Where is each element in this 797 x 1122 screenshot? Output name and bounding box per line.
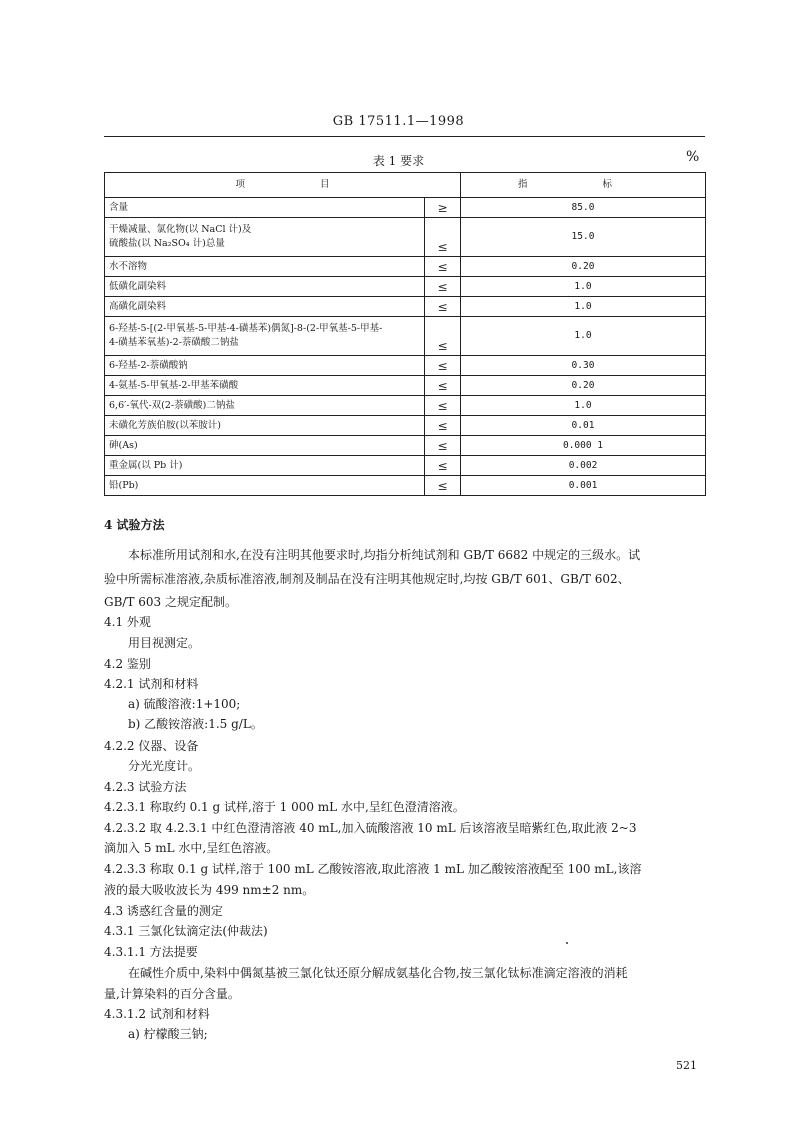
row-value: 15.0 — [461, 218, 706, 257]
row-value: 85.0 — [461, 198, 706, 218]
section-4-para-line3: GB/T 603 之规定配制。 — [104, 595, 237, 609]
table-row — [105, 436, 706, 456]
row-op: ≤ — [425, 416, 461, 436]
row-op: ≤ — [425, 396, 461, 416]
table-row — [105, 456, 706, 476]
table-row — [105, 277, 706, 297]
page-number: 521 — [676, 1059, 697, 1072]
row-value: 1.0 — [461, 396, 706, 416]
section-4-para-line2: 验中所需标准溶液,杂质标准溶液,制剂及制品在没有注明其他规定时,均按 GB/T 601、GB/T 602、 — [104, 572, 630, 586]
row-name: 未磺化芳族伯胺(以苯胺计) — [105, 416, 425, 436]
section-4-2-3-heading: 4.2.3 试验方法 — [104, 780, 187, 794]
table-row — [105, 297, 706, 317]
stray-dot — [566, 942, 568, 944]
row-op: ≤ — [425, 277, 461, 297]
table-row — [105, 218, 706, 257]
section-4-2-3-3-line2: 液的最大吸收波长为 499 nm±2 nm。 — [104, 883, 315, 897]
section-4-2-2-heading: 4.2.2 仪器、设备 — [104, 739, 199, 753]
row-op: ≤ — [425, 476, 461, 496]
section-4-2-1-heading: 4.2.1 试剂和材料 — [104, 677, 199, 691]
section-4-heading: 4 试验方法 — [104, 518, 165, 532]
section-4-2-1-item-a: a) 硫酸溶液:1+100; — [128, 697, 241, 711]
section-4-2-heading: 4.2 鉴别 — [104, 657, 151, 671]
row-name: 6,6′-氧代-双(2-萘磺酸)二钠盐 — [105, 396, 425, 416]
row-name-line2: 硫酸盐(以 Na₂SO₄ 计)总量 — [109, 238, 225, 249]
row-op: ≤ — [425, 257, 461, 277]
row-value: 1.0 — [461, 277, 706, 297]
section-4-2-3-1: 4.2.3.1 称取约 0.1 g 试样,溶于 1 000 mL 水中,呈红色澄清溶液。 — [104, 800, 465, 814]
row-name: 高磺化副染料 — [105, 297, 425, 317]
row-value: 0.30 — [461, 356, 706, 376]
table-row — [105, 257, 706, 277]
table-row — [105, 476, 706, 496]
section-4-2-3-2-line2: 滴加入 5 mL 水中,呈红色溶液。 — [104, 841, 279, 855]
section-4-3-1-1-line1: 在碱性介质中,染料中偶氮基被三氯化钛还原分解成氨基化合物,按三氯化钛标准滴定溶液的消耗 — [128, 966, 628, 980]
row-op: ≤ — [425, 456, 461, 476]
row-op: ≤ — [425, 436, 461, 456]
section-4-1-heading: 4.1 外观 — [104, 615, 151, 629]
row-name: 含量 — [105, 198, 425, 218]
section-4-para-line1: 本标准所用试剂和水,在没有注明其他要求时,均指分析纯试剂和 GB/T 6682 中规定的三级水。试 — [128, 548, 641, 562]
header-item: 项 目 — [105, 173, 461, 198]
standard-code: GB 17511.1—1998 — [332, 114, 465, 129]
row-name-line2: 4-磺基苯氧基)-2-萘磺酸二钠盐 — [109, 337, 239, 348]
table-row — [105, 317, 706, 356]
section-4-1-text: 用目视测定。 — [128, 636, 201, 650]
row-value: 0.002 — [461, 456, 706, 476]
header-rule — [104, 136, 705, 137]
section-4-3-1-2-heading: 4.3.1.2 试剂和材料 — [104, 1007, 210, 1021]
table-unit: % — [686, 149, 700, 165]
section-4-2-3-2-line1: 4.2.3.2 取 4.2.3.1 中红色澄清溶液 40 mL,加入硫酸溶液 10 mL 后该溶液呈暗紫红色,取此液 2~3 — [104, 821, 637, 835]
row-op: ≥ — [425, 198, 461, 218]
row-value: 0.000 1 — [461, 436, 706, 456]
section-4-2-1-item-b: b) 乙酸铵溶液:1.5 g/L。 — [128, 717, 263, 731]
row-name-line1: 干燥减量、氯化物(以 NaCl 计)及 — [109, 224, 252, 235]
table-title: 表 1 要求 — [372, 154, 425, 168]
requirements-table — [104, 172, 706, 496]
table-row — [105, 198, 706, 218]
row-op: ≤ — [425, 297, 461, 317]
table-row — [105, 376, 706, 396]
row-name: 低磺化副染料 — [105, 277, 425, 297]
row-value: 0.001 — [461, 476, 706, 496]
row-op: ≤ — [425, 317, 461, 356]
row-name — [105, 218, 425, 257]
row-name: 4-氨基-5-甲氧基-2-甲基苯磺酸 — [105, 376, 425, 396]
section-4-3-1-2-item-a: a) 柠檬酸三钠; — [128, 1027, 208, 1041]
table-row — [105, 416, 706, 436]
row-name: 水不溶物 — [105, 257, 425, 277]
row-name-line1: 6-羟基-5-[(2-甲氧基-5-甲基-4-磺基苯)偶氮]-8-(2-甲氧基-5-甲基- — [109, 323, 383, 334]
row-name: 重金属(以 Pb 计) — [105, 456, 425, 476]
section-4-2-2-text: 分光光度计。 — [128, 759, 201, 773]
row-value: 0.20 — [461, 376, 706, 396]
section-4-3-1-1-heading: 4.3.1.1 方法提要 — [104, 945, 198, 959]
row-value: 1.0 — [461, 297, 706, 317]
row-name: 铅(Pb) — [105, 476, 425, 496]
section-4-3-1-1-line2: 量,计算染料的百分含量。 — [104, 987, 240, 1001]
row-name — [105, 317, 425, 356]
table-row — [105, 356, 706, 376]
row-op: ≤ — [425, 218, 461, 257]
table-row — [105, 396, 706, 416]
section-4-3-heading: 4.3 诱惑红含量的测定 — [104, 904, 223, 918]
row-value: 1.0 — [461, 317, 706, 356]
section-4-3-1-heading: 4.3.1 三氯化钛滴定法(仲裁法) — [104, 924, 268, 938]
row-op: ≤ — [425, 356, 461, 376]
row-name: 6-羟基-2-萘磺酸钠 — [105, 356, 425, 376]
row-op: ≤ — [425, 376, 461, 396]
row-value: 0.01 — [461, 416, 706, 436]
section-4-2-3-3-line1: 4.2.3.3 称取 0.1 g 试样,溶于 100 mL 乙酸铵溶液,取此溶液 1 mL 加乙酸铵溶液配至 100 mL,该溶 — [104, 862, 642, 876]
row-name: 砷(As) — [105, 436, 425, 456]
table-header-row — [105, 173, 706, 198]
header-value: 指 标 — [461, 173, 706, 198]
row-value: 0.20 — [461, 257, 706, 277]
